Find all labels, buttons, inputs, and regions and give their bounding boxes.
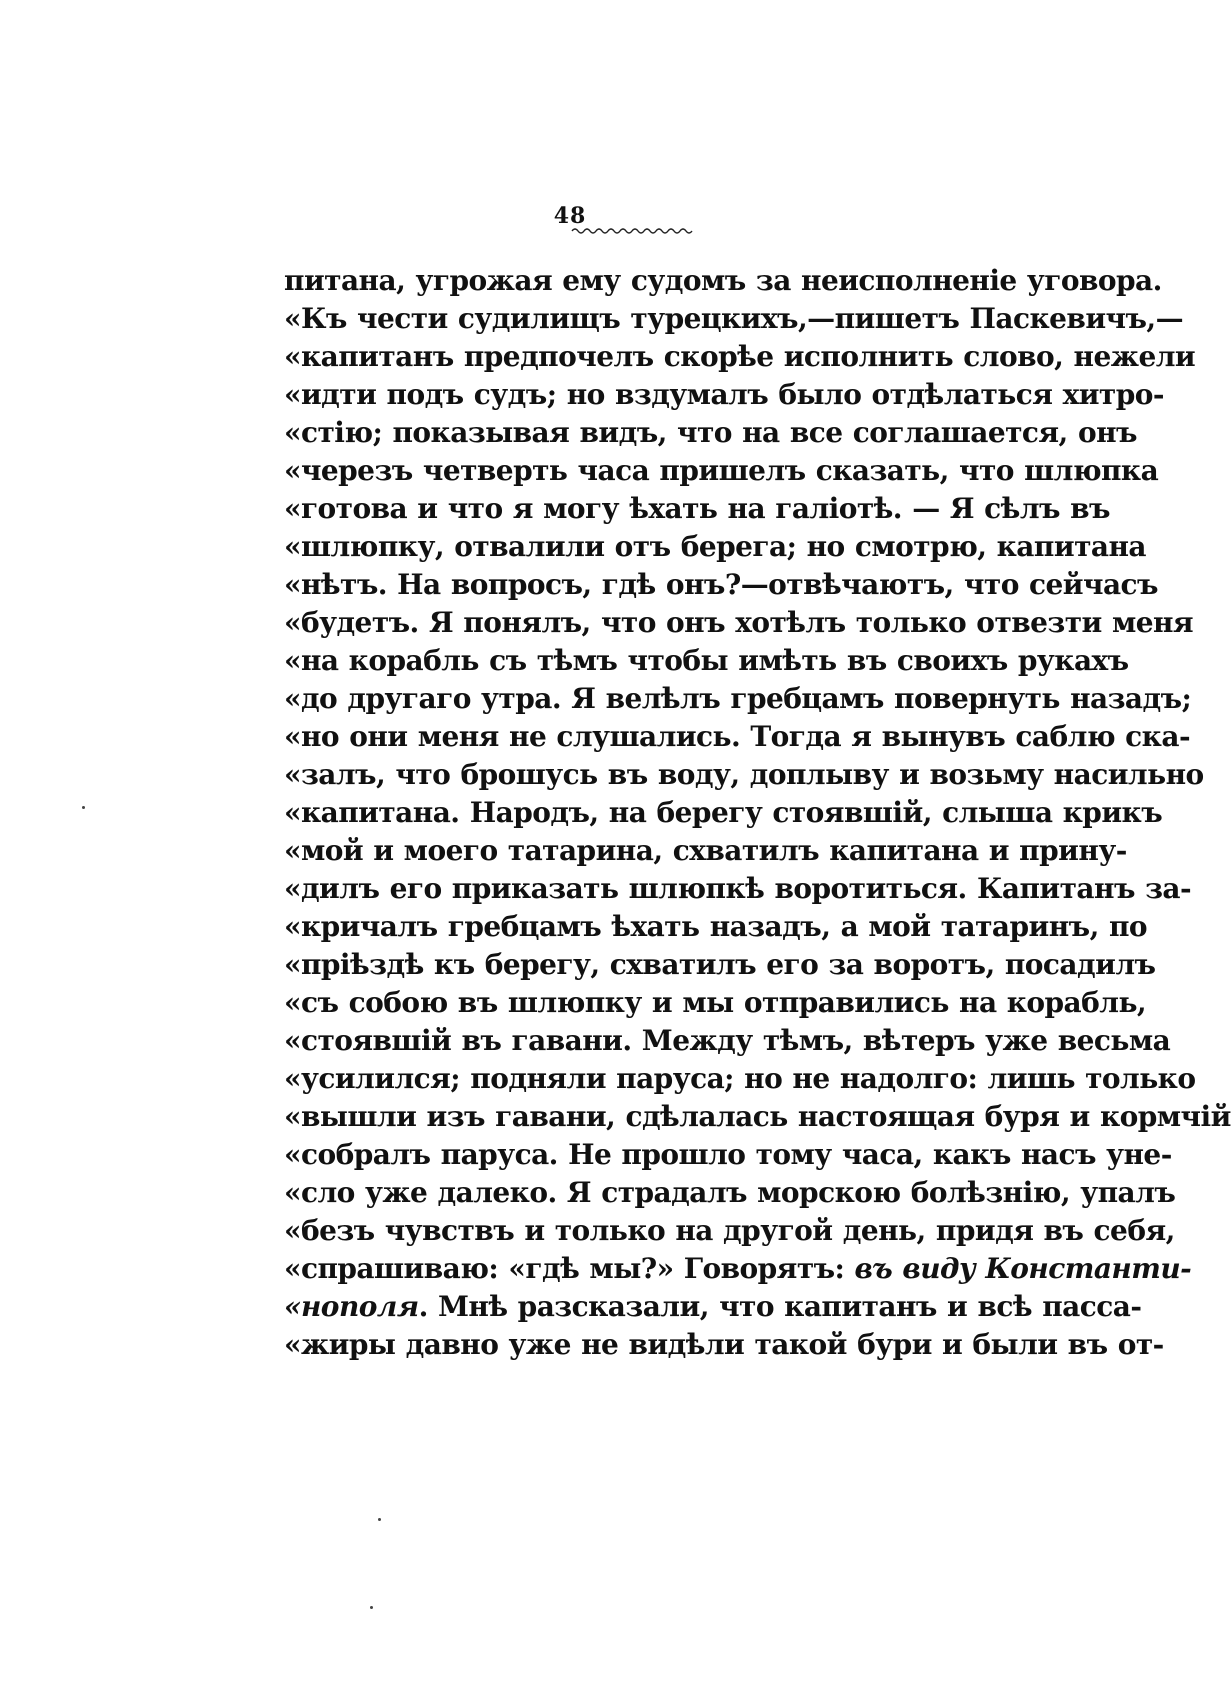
page-number: 48	[553, 203, 587, 229]
italic-phrase: «нополя	[284, 1290, 419, 1323]
line-text: . Мнѣ разсказали, что капитанъ и всѣ пасса-	[418, 1290, 1142, 1323]
text-line-with-italic	[284, 1288, 1142, 1326]
text-line: «будетъ. Я понялъ, что онъ хотѣлъ только отвезти меня	[284, 606, 1194, 639]
italic-phrase: въ виду Константи-	[854, 1252, 1192, 1285]
text-line: «до другаго утра. Я велѣлъ гребцамъ повернуть назадъ;	[284, 682, 1192, 715]
text-line: «дилъ его приказать шлюпкѣ воротиться. Капитанъ за-	[284, 872, 1192, 905]
text-line: «Къ чести судилищъ турецкихъ,—пишетъ Паскевичъ,—	[284, 302, 1184, 335]
scan-speck	[82, 806, 85, 809]
text-line: «шлюпку, отвалили отъ берега; но смотрю, капитана	[284, 530, 1146, 563]
text-line: «стоявшій въ гавани. Между тѣмъ, вѣтеръ уже весьма	[284, 1024, 1171, 1057]
text-line: «капитанъ предпочелъ скорѣе исполнить слово, нежели	[284, 340, 1196, 373]
text-line: «съ собою въ шлюпку и мы отправились на корабль,	[284, 986, 1147, 1019]
text-line: «нѣтъ. На вопросъ, гдѣ онъ?—отвѣчаютъ, что сейчасъ	[284, 568, 1158, 601]
text-line: «безъ чувствъ и только на другой день, придя въ себя,	[284, 1214, 1175, 1247]
text-line: «жиры давно уже не видѣли такой бури и были въ от-	[284, 1328, 1164, 1361]
text-line: «капитана. Народъ, на берегу стоявшій, слыша крикъ	[284, 796, 1163, 829]
text-line: питана, угрожая ему судомъ за неисполненіе уговора.	[284, 264, 1162, 297]
text-line: «залъ, что брошусь въ воду, доплыву и возьму насильно	[284, 758, 1204, 791]
text-line: «стію; показывая видъ, что на все соглашается, онъ	[284, 416, 1137, 449]
text-line: «но они меня не слушались. Тогда я вынувъ саблю ска-	[284, 720, 1191, 753]
scan-speck	[370, 1606, 373, 1609]
text-line: «черезъ четверть часа пришелъ сказать, что шлюпка	[284, 454, 1159, 487]
text-line: «на корабль съ тѣмъ чтобы имѣть въ своихъ рукахъ	[284, 644, 1129, 677]
line-text: «спрашиваю: «гдѣ мы?» Говорятъ:	[284, 1252, 855, 1285]
scan-speck	[378, 1518, 381, 1521]
text-line: «кричалъ гребцамъ ѣхать назадъ, а мой татаринъ, по	[284, 910, 1148, 943]
text-line: «усилился; подняли паруса; но не надолго: лишь только	[284, 1062, 1196, 1095]
text-line: «готова и что я могу ѣхать на галіотѣ. — Я сѣлъ въ	[284, 492, 1110, 525]
body-text	[284, 262, 1231, 1364]
text-line: «сло уже далеко. Я страдалъ морскою болѣзнію, упалъ	[284, 1176, 1176, 1209]
text-line: «идти подъ судъ; но вздумалъ было отдѣлаться хитро-	[284, 378, 1164, 411]
text-line: «вышли изъ гавани, сдѣлалась настоящая буря и кормчій	[284, 1100, 1231, 1133]
text-line: «мой и моего татарина, схватилъ капитана и прину-	[284, 834, 1127, 867]
text-line-with-italic	[284, 1250, 1192, 1288]
text-line: «собралъ паруса. Не прошло тому часа, какъ насъ уне-	[284, 1138, 1172, 1171]
text-line: «пріѣздѣ къ берегу, схватилъ его за воротъ, посадилъ	[284, 948, 1156, 981]
wavy-rule-ornament	[572, 226, 694, 236]
